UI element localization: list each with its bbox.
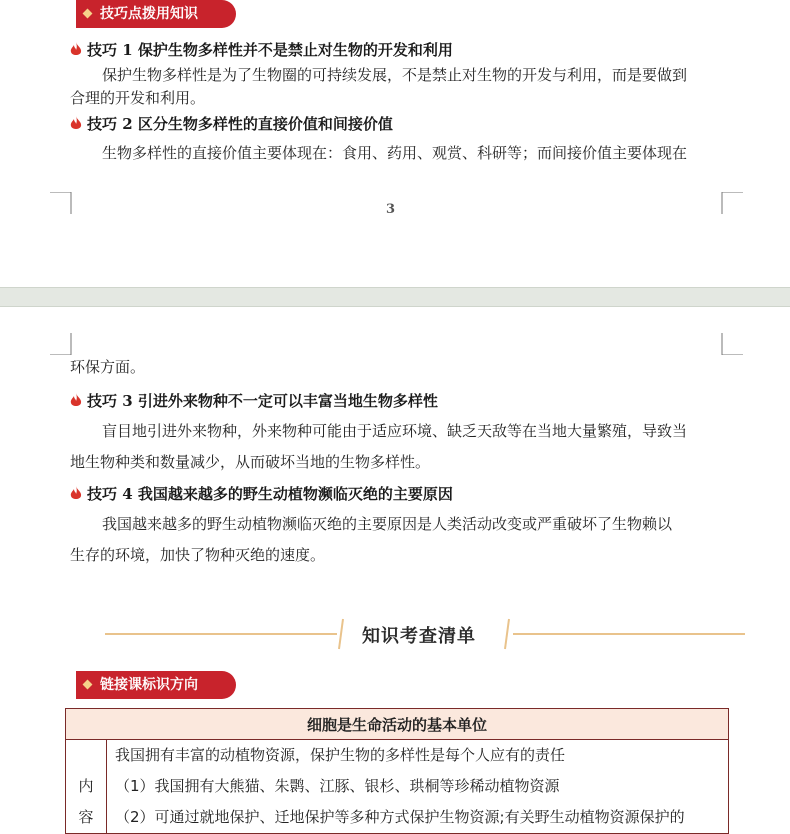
paragraph-line: 地生物种类和数量减少，从而破坏当地的生物多样性。	[70, 453, 431, 471]
table-side-label	[66, 740, 107, 834]
diamond-icon	[83, 9, 93, 19]
crop-mark-bottom-left	[50, 192, 72, 214]
standards-table	[65, 708, 729, 834]
paragraph-line: 生物多样性的直接价值主要体现在：食用、药用、观赏、科研等；而间接价值主要体现在	[102, 144, 688, 162]
section-tag-standards	[76, 671, 236, 699]
tip-heading-3	[70, 390, 438, 411]
tip-heading-2	[70, 113, 393, 134]
paragraph-line: 保护生物多样性是为了生物圈的可持续发展，不是禁止对生物的开发与利用，而是要做到	[102, 66, 688, 84]
tip-heading-text: 技巧 3 引进外来物种不一定可以丰富当地生物多样性	[87, 392, 438, 410]
tip-3-body	[70, 416, 722, 478]
flame-icon	[70, 486, 82, 501]
table-header: 细胞是生命活动的基本单位	[66, 709, 729, 740]
crop-mark-top-left	[50, 333, 72, 355]
flame-icon	[70, 42, 82, 57]
table-line: （2）可通过就地保护、迁地保护等多种方式保护生物资源;有关野生动植物资源保护的	[115, 808, 685, 826]
section-tag-tips	[76, 0, 236, 28]
page-number: 3	[386, 202, 396, 217]
banner-title: 知识考查清单	[362, 626, 476, 647]
tip-heading-text: 技巧 2 区分生物多样性的直接价值和间接价值	[87, 115, 393, 133]
side-label-char: 容	[78, 808, 94, 826]
flame-icon	[70, 393, 82, 408]
paragraph-line: 生存的环境，加快了物种灭绝的速度。	[70, 546, 326, 564]
paragraph-line: 盲目地引进外来物种，外来物种可能由于适应环境、缺乏天敌等在当地大量繁殖，导致当	[102, 422, 688, 440]
paragraph-line: 合理的开发和利用。	[70, 89, 206, 107]
crop-mark-top-right	[721, 333, 743, 355]
paragraph-line: 我国越来越多的野生动植物濒临灭绝的主要原因是人类活动改变或严重破坏了生物赖以	[102, 515, 673, 533]
crop-mark-bottom-right	[721, 192, 743, 214]
table-line: （1）我国拥有大熊猫、朱鹮、江豚、银杉、珙桐等珍稀动植物资源	[115, 777, 560, 795]
tip-1-body	[70, 60, 722, 114]
paragraph-line: 环保方面。	[70, 358, 146, 376]
continuation-text	[70, 352, 722, 383]
page-separator	[0, 287, 790, 307]
table-content	[107, 740, 729, 834]
tip-4-body	[70, 509, 722, 571]
table-row	[66, 740, 729, 834]
tip-heading-4	[70, 483, 453, 504]
tip-heading-1	[70, 39, 453, 60]
tip-heading-text: 技巧 1 保护生物多样性并不是禁止对生物的开发和利用	[87, 41, 453, 59]
table-line: 我国拥有丰富的动植物资源，保护生物的多样性是每个人应有的责任	[115, 746, 566, 764]
tip-2-body	[70, 138, 722, 169]
table-header-row	[66, 709, 729, 740]
side-label-char: 内	[78, 777, 94, 795]
flame-icon	[70, 116, 82, 131]
section-tag-label: 技巧点拨用知识	[100, 6, 198, 22]
tip-heading-text: 技巧 4 我国越来越多的野生动植物濒临灭绝的主要原因	[87, 485, 453, 503]
diamond-icon	[83, 680, 93, 690]
section-tag-label: 链接课标识方向	[100, 677, 198, 693]
